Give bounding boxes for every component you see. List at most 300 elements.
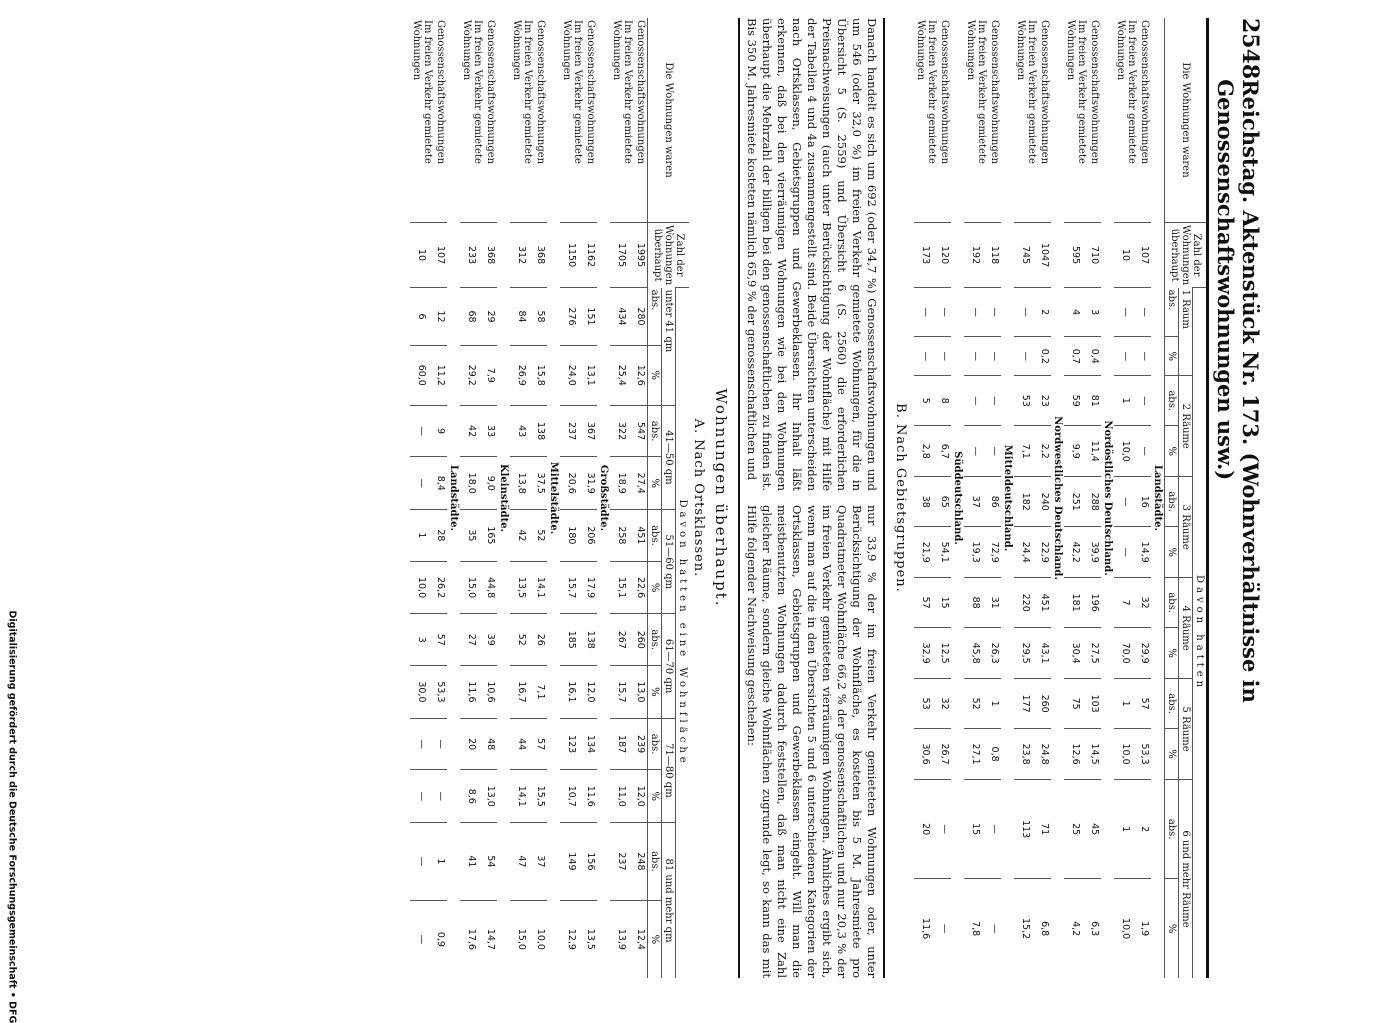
table-cell: — (938, 337, 951, 376)
row-label: Im freien Verkehr gemietete Wohnungen (511, 20, 533, 164)
table-row (1014, 18, 1038, 978)
table-cell: 6,7 (938, 426, 951, 477)
table-cell: — (988, 879, 1001, 978)
row-total: 595 (1064, 223, 1088, 288)
table-cell: — (988, 288, 1001, 337)
row-label: Genossenschaftswohnungen (1039, 20, 1050, 165)
table-cell: — (1114, 527, 1138, 578)
body-paragraph-2: nur 33,9 % der im freien Verkehr gemieteten Wohnungen oder, unter Berücksichtigung der Wohnfläche, es kosteten bis 5 M. Jahresmiete pro Quadratmeter Wohnfläche 66,2 % der genossenschaftlichen und nur 20,3 % der im freien Verkehr gemieteten vierräumigen Wohnungen. Ähnliches ergibt sich, wenn man auf die in den Übersichten 5 und 6 unterschiedenen Kategorien der Ortsklassen, Gebietsgruppen und Gewerbeklassen eingeht. Will man die meistbenutzten Wohnungen dadurch feststellen, daß man nicht eine Zahl gleicher Räume, sondern gleiche Wohnflächen zugrunde legt, so kann das mit Hilfe folgender Nachweisung geschehen: (745, 505, 879, 978)
table-cell: 30,6 (914, 729, 938, 780)
table-cell: — (988, 376, 1001, 426)
row-total: 10 (1114, 223, 1138, 288)
table-cell: 44 (510, 718, 534, 770)
row-total: 107 (434, 223, 447, 288)
table-cell: 22,6 (634, 561, 648, 614)
table-cell: — (434, 770, 447, 823)
rooms-header-5: 6 und mehr Räume (1179, 780, 1193, 978)
area-pct-header: % (648, 770, 662, 823)
table-cell: 20,6 (560, 457, 584, 510)
table-cell: 45 (1088, 780, 1101, 879)
table-cell: 367 (584, 405, 597, 457)
table-cell: 65 (938, 477, 951, 527)
section-b-heading: B. Nach Gebietsgruppen. (893, 403, 908, 593)
rooms-abs-header: abs. (1165, 376, 1179, 426)
table-cell: 13,1 (584, 345, 597, 405)
table-cell: 26,9 (510, 345, 534, 405)
table-cell: 14,1 (510, 770, 534, 823)
table-cell: 52 (510, 614, 534, 666)
table-cell: 11,4 (1088, 426, 1101, 477)
rooms-abs-header: abs. (1165, 780, 1179, 879)
row-total: 312 (510, 223, 534, 288)
table-cell: 1 (1114, 376, 1138, 426)
table-cell: — (410, 457, 434, 510)
table-cell: 15,0 (510, 900, 534, 978)
rooms-pct-header: % (1165, 628, 1179, 679)
table-cell: 43 (510, 405, 534, 457)
table-cell: 29,9 (1138, 628, 1151, 679)
davon-hatten-header: Davon hatten (1193, 288, 1207, 978)
table-cell: 14,1 (534, 561, 547, 614)
table-cell: 237 (560, 405, 584, 457)
row-label: Im freien Verkehr gemietete Wohnungen (965, 20, 987, 164)
table-row (510, 18, 534, 978)
row-total: 710 (1088, 223, 1101, 288)
table-cell: 2 (1138, 780, 1151, 879)
table-cell: — (1138, 376, 1151, 426)
table-cell: — (1014, 337, 1038, 376)
row-total: 192 (964, 223, 988, 288)
area-pct-header: % (648, 561, 662, 614)
table-cell: 240 (1038, 477, 1051, 527)
table-cell: 151 (584, 288, 597, 346)
area-header-5: 81 und mehr qm (662, 823, 676, 978)
table-cell: 15,7 (610, 666, 634, 719)
table-row (938, 18, 951, 978)
top-group-label: Landstädte. (1152, 465, 1163, 531)
top-group-label: Nordwestliches Deutschland. (1052, 416, 1063, 580)
top-group-row (1151, 18, 1165, 978)
row-total: 10 (410, 223, 434, 288)
table-cell: 12,4 (634, 900, 648, 978)
table-cell: 15,8 (534, 345, 547, 405)
table-cell: 177 (1014, 679, 1038, 729)
page-title: Reichstag. Aktenstück Nr. 173. (Wohnverhältnisse in Genossenschaftswohnungen usw.) (1213, 79, 1263, 703)
top-group-row (951, 18, 964, 978)
bottom-group-row (447, 18, 460, 978)
table-cell: 3 (410, 614, 434, 666)
table-cell: 24,8 (1038, 729, 1051, 780)
area-abs-header: abs. (648, 718, 662, 770)
page-header (1206, 18, 1263, 978)
col-total-header-2: Zahl der Wohnungen überhaupt (648, 223, 690, 288)
table-cell: 6,3 (1088, 879, 1101, 978)
table-row (914, 18, 938, 978)
table-cell: 20 (460, 718, 484, 770)
table-cell: 180 (560, 510, 584, 562)
table-cell: 181 (1064, 578, 1088, 628)
table-cell: 138 (584, 614, 597, 666)
table-cell: 239 (634, 718, 648, 770)
table-cell: 6 (410, 288, 434, 346)
table-cell: 27,1 (964, 729, 988, 780)
table-cell: 13,9 (610, 900, 634, 978)
table-cell: 12,0 (634, 770, 648, 823)
rooms-header-3: 4 Räume (1179, 578, 1193, 679)
table-cell: 4,2 (1064, 879, 1088, 978)
area-header-2: 51—60 qm (662, 510, 676, 614)
table-cell: 29,5 (1014, 628, 1038, 679)
table-cell: 14,9 (1138, 527, 1151, 578)
table-cell: — (964, 337, 988, 376)
table-cell: 29 (484, 288, 497, 346)
table-cell: 37 (964, 477, 988, 527)
table-cell: 25 (1064, 780, 1088, 879)
area-header-1: 41—50 qm (662, 405, 676, 509)
table-cell: — (410, 405, 434, 457)
table-cell: 17,6 (460, 900, 484, 978)
table-cell: 2 (1038, 288, 1051, 337)
section-title: Wohnungen überhaupt. (712, 388, 730, 608)
table-row (434, 18, 447, 978)
table-cell: — (988, 337, 1001, 376)
table-cell: 251 (1064, 477, 1088, 527)
table-cell: 39,9 (1088, 527, 1101, 578)
table-cell: 16,1 (560, 666, 584, 719)
table-cell: 22,9 (1038, 527, 1051, 578)
table-cell: 260 (1038, 679, 1051, 729)
table-cell: 41 (460, 823, 484, 901)
table-cell: 7,9 (484, 345, 497, 405)
table-cell: 267 (610, 614, 634, 666)
table-cell: 26,3 (988, 628, 1001, 679)
bottom-group-label: Großstädte. (598, 464, 609, 532)
table-cell: 11,6 (584, 770, 597, 823)
table-cell: 72,9 (988, 527, 1001, 578)
table-cell: 1 (988, 679, 1001, 729)
table-cell: — (988, 426, 1001, 477)
table-cell: 60,0 (410, 345, 434, 405)
table-cell: 47 (510, 823, 534, 901)
table-cell: 30,4 (1064, 628, 1088, 679)
table-cell: 11,6 (914, 879, 938, 978)
table-cell: 12,0 (584, 666, 597, 719)
bottom-group-row (547, 18, 560, 978)
table-cell: 37 (534, 823, 547, 901)
area-pct-header: % (648, 666, 662, 719)
table-cell: 9,9 (1064, 426, 1088, 477)
rooms-abs-header: abs. (1165, 679, 1179, 729)
table-cell: 13,0 (634, 666, 648, 719)
table-cell: 42,2 (1064, 527, 1088, 578)
table-cell: 12,5 (938, 628, 951, 679)
top-group-row (1001, 18, 1014, 978)
table-cell: — (1114, 477, 1138, 527)
table-cell: 32 (938, 679, 951, 729)
row-label: Im freien Verkehr gemietete Wohnungen (461, 20, 483, 164)
table-cell: 10,0 (1114, 729, 1138, 780)
table-cell: 24,0 (560, 345, 584, 405)
table-cell: 30,0 (410, 666, 434, 719)
table-cell: 81 (1088, 376, 1101, 426)
table-cell: 27,4 (634, 457, 648, 510)
table-cell: 16,7 (510, 666, 534, 719)
table-cell: 8 (938, 376, 951, 426)
row-total: 173 (914, 223, 938, 288)
table-cell: 0,8 (988, 729, 1001, 780)
table-cell: 86 (988, 477, 1001, 527)
table-cell: 44,8 (484, 561, 497, 614)
rooms-pct-header: % (1165, 426, 1179, 477)
table-cell: 12 (434, 288, 447, 346)
col-total-header: Zahl der Wohnungen überhaupt (1165, 223, 1207, 288)
table-cell: — (1014, 288, 1038, 337)
table-cell: 15,5 (534, 770, 547, 823)
table-cell: 11,2 (434, 345, 447, 405)
rooms-pct-header: % (1165, 879, 1179, 978)
table-cell: 28 (434, 510, 447, 562)
table-cell: — (434, 718, 447, 770)
table-cell: 11,0 (610, 770, 634, 823)
table-cell: 37,5 (534, 457, 547, 510)
table-cell: 15 (964, 780, 988, 879)
table-cell: — (410, 823, 434, 901)
table-cell: 16 (1138, 477, 1151, 527)
table-cell: — (988, 780, 1001, 879)
table-cell: 1,9 (1138, 879, 1151, 978)
table-cell: 27 (460, 614, 484, 666)
table-cell: 26,7 (938, 729, 951, 780)
row-total: 1995 (634, 223, 648, 288)
table-row (610, 18, 634, 978)
table-cell: 17,9 (584, 561, 597, 614)
row-label: Genossenschaftswohnungen (535, 20, 546, 165)
table-cell: 187 (610, 718, 634, 770)
table-cell: 25,4 (610, 345, 634, 405)
table-cell: 206 (584, 510, 597, 562)
table-cell: — (410, 770, 434, 823)
table-cell: 57 (434, 614, 447, 666)
body-text (738, 18, 885, 978)
table-row (410, 18, 434, 978)
table-cell: 8,6 (460, 770, 484, 823)
row-total: 1162 (584, 223, 597, 288)
area-pct-header: % (648, 457, 662, 510)
table-cell: 35 (460, 510, 484, 562)
page-body (410, 18, 1263, 978)
table-cell: — (964, 426, 988, 477)
table-row (1088, 18, 1101, 978)
table-cell: 258 (610, 510, 634, 562)
table-cell: 26,2 (434, 561, 447, 614)
table-cell: — (1138, 337, 1151, 376)
table-cell: 43,1 (1038, 628, 1051, 679)
table-cell: 26 (534, 614, 547, 666)
table-cell: 156 (584, 823, 597, 901)
row-label: Genossenschaftswohnungen (585, 20, 596, 165)
table-cell: 19,3 (964, 527, 988, 578)
bottom-group-row (497, 18, 510, 978)
table-cell: 54 (484, 823, 497, 901)
table-row (1038, 18, 1051, 978)
area-pct-header: % (648, 900, 662, 978)
area-header-4: 71—80 qm (662, 718, 676, 822)
col-label-header-2: Die Wohnungen waren (648, 18, 690, 223)
area-header-0: unter 41 qm (662, 288, 676, 406)
table-cell: — (1114, 337, 1138, 376)
section-a-heading: A. Nach Ortsklassen. (691, 418, 706, 578)
row-label: Im freien Verkehr gemietete Wohnungen (611, 20, 633, 164)
table-cell: 53,3 (434, 666, 447, 719)
table-cell: — (964, 288, 988, 337)
table-rooms (914, 18, 1206, 978)
table-cell: 6,8 (1038, 879, 1051, 978)
table-cell: 53,3 (1138, 729, 1151, 780)
table-cell: 288 (1088, 477, 1101, 527)
page-number: 2548 (1237, 18, 1263, 80)
table-cell: 5 (914, 376, 938, 426)
table-cell: 52 (964, 679, 988, 729)
table-row (988, 18, 1001, 978)
row-label: Im freien Verkehr gemietete Wohnungen (915, 20, 937, 164)
table-cell: 7,1 (534, 666, 547, 719)
table-cell: 42 (460, 405, 484, 457)
table-cell: 23,8 (1014, 729, 1038, 780)
table-cell: 53 (1014, 376, 1038, 426)
table-cell: 71 (1038, 780, 1051, 879)
table-cell: 84 (510, 288, 534, 346)
row-total: 1150 (560, 223, 584, 288)
area-abs-header: abs. (648, 288, 662, 346)
table-cell: 38 (914, 477, 938, 527)
table-cell: 75 (1064, 679, 1088, 729)
table-cell: — (964, 376, 988, 426)
bottom-group-label: Landstädte. (448, 465, 459, 531)
row-total: 368 (484, 223, 497, 288)
table-cell: 45,8 (964, 628, 988, 679)
table-cell: — (938, 879, 951, 978)
table-cell: 52 (534, 510, 547, 562)
bottom-group-label: Mittelstädte. (548, 461, 559, 535)
table-cell: 27,5 (1088, 628, 1101, 679)
top-group-label: Süddeutschland. (952, 451, 963, 545)
table-row (460, 18, 484, 978)
top-group-label: Mitteldeutschland. (1002, 444, 1013, 552)
footer-note-text: Digitalisierung gefördert durch die Deutsche Forschungsgemeinschaft • DFG (6, 610, 18, 1023)
table-cell: 88 (964, 578, 988, 628)
table-cell: 15,7 (560, 561, 584, 614)
table-cell: 32,9 (914, 628, 938, 679)
table-cell: 57 (534, 718, 547, 770)
row-label: Im freien Verkehr gemietete Wohnungen (1065, 20, 1087, 164)
rooms-abs-header: abs. (1165, 578, 1179, 628)
table-cell: 196 (1088, 578, 1101, 628)
table-cell: 165 (484, 510, 497, 562)
table-cell: — (1138, 426, 1151, 477)
table-cell: 53 (914, 679, 938, 729)
table-row (964, 18, 988, 978)
area-abs-header: abs. (648, 614, 662, 666)
table-cell: 220 (1014, 578, 1038, 628)
row-label: Genossenschaftswohnungen (939, 20, 950, 165)
table-cell: 70,0 (1114, 628, 1138, 679)
table-cell: 260 (634, 614, 648, 666)
table-cell: 23 (1038, 376, 1051, 426)
row-total: 233 (460, 223, 484, 288)
table-cell: — (914, 288, 938, 337)
table-cell: — (410, 718, 434, 770)
rooms-pct-header: % (1165, 729, 1179, 780)
wohnflaeche-header: Davon hatten eine Wohnfläche (676, 288, 690, 978)
table-cell: 12,6 (634, 345, 648, 405)
table-cell: 248 (634, 823, 648, 901)
table-cell: 138 (534, 405, 547, 457)
rooms-abs-header: abs. (1165, 477, 1179, 527)
table-cell: 280 (634, 288, 648, 346)
table-cell: 31,9 (584, 457, 597, 510)
row-total: 745 (1014, 223, 1038, 288)
table-cell: 451 (634, 510, 648, 562)
table-cell: 0,2 (1038, 337, 1051, 376)
table-cell: 0,7 (1064, 337, 1088, 376)
table-row (584, 18, 597, 978)
table-cell: 13,5 (584, 900, 597, 978)
table-row (534, 18, 547, 978)
table-cell: 58 (534, 288, 547, 346)
table-cell: 2,8 (914, 426, 938, 477)
row-label: Im freien Verkehr gemietete Wohnungen (561, 20, 583, 164)
table-cell: 0,4 (1088, 337, 1101, 376)
table-cell: 7,8 (964, 879, 988, 978)
table-row (1064, 18, 1088, 978)
table-cell: 57 (1138, 679, 1151, 729)
table-row (560, 18, 584, 978)
table-cell: 15 (938, 578, 951, 628)
table-cell: 322 (610, 405, 634, 457)
table-cell: 21,9 (914, 527, 938, 578)
table-cell: 4 (1064, 288, 1088, 337)
table-cell: 12,9 (560, 900, 584, 978)
table-cell: 113 (1014, 780, 1038, 879)
row-label: Genossenschaftswohnungen (435, 20, 446, 165)
table-row (1138, 18, 1151, 978)
bottom-group-row (597, 18, 610, 978)
table-cell: — (1138, 288, 1151, 337)
table-cell: 547 (634, 405, 648, 457)
table-cell: 20 (914, 780, 938, 879)
top-group-row (1101, 18, 1114, 978)
row-total: 1705 (610, 223, 634, 288)
table-cell: 1 (410, 510, 434, 562)
table-cell: 11,6 (460, 666, 484, 719)
top-group-label: Nordöstliches Deutschland. (1102, 420, 1113, 576)
table-cell: 39 (484, 614, 497, 666)
table-cell: 42 (510, 510, 534, 562)
table-cell: 10,0 (1114, 426, 1138, 477)
table-cell: 1 (1114, 780, 1138, 879)
table-cell: 10,0 (534, 900, 547, 978)
rooms-pct-header: % (1165, 527, 1179, 578)
table-cell: — (938, 780, 951, 879)
table-cell: 103 (1088, 679, 1101, 729)
row-label: Im freien Verkehr gemietete Wohnungen (1015, 20, 1037, 164)
table-cell: 10,6 (484, 666, 497, 719)
body-paragraph-1: Danach handelt es sich um 692 (oder 34,7 %) Genossenschaftswohnungen und um 546 (oder 32,0 %) im freien Verkehr gemietete Wohnungen, für die in Übersicht 5 (S. 2559) und Übersicht 6 (S. 2560) die erforderlichen Preisnachweisungen (auch unter Berücksichtigung der Wohnfläche) mit Hilfe der Tabellen 4 und 4a zusammengestellt sind. Beide Übersichten unterscheiden nach Ortsklassen, Gebietsgruppen und Gewerbeklassen. Ihr Inhalt läßt erkennen, daß bei den vierräumigen Wohnungen wie bei den Wohnungen überhaupt die Mehrzahl der billigen bei den genossenschaftlichen zu finden ist. Bis 350 M. Jahresmiete kosteten nämlich 65,9 % der genossenschaftlichen und (745, 18, 879, 491)
table-row (484, 18, 497, 978)
rooms-header-0: 1 Raum (1179, 288, 1193, 376)
table-cell: 48 (484, 718, 497, 770)
rooms-header-2: 3 Räume (1179, 477, 1193, 578)
